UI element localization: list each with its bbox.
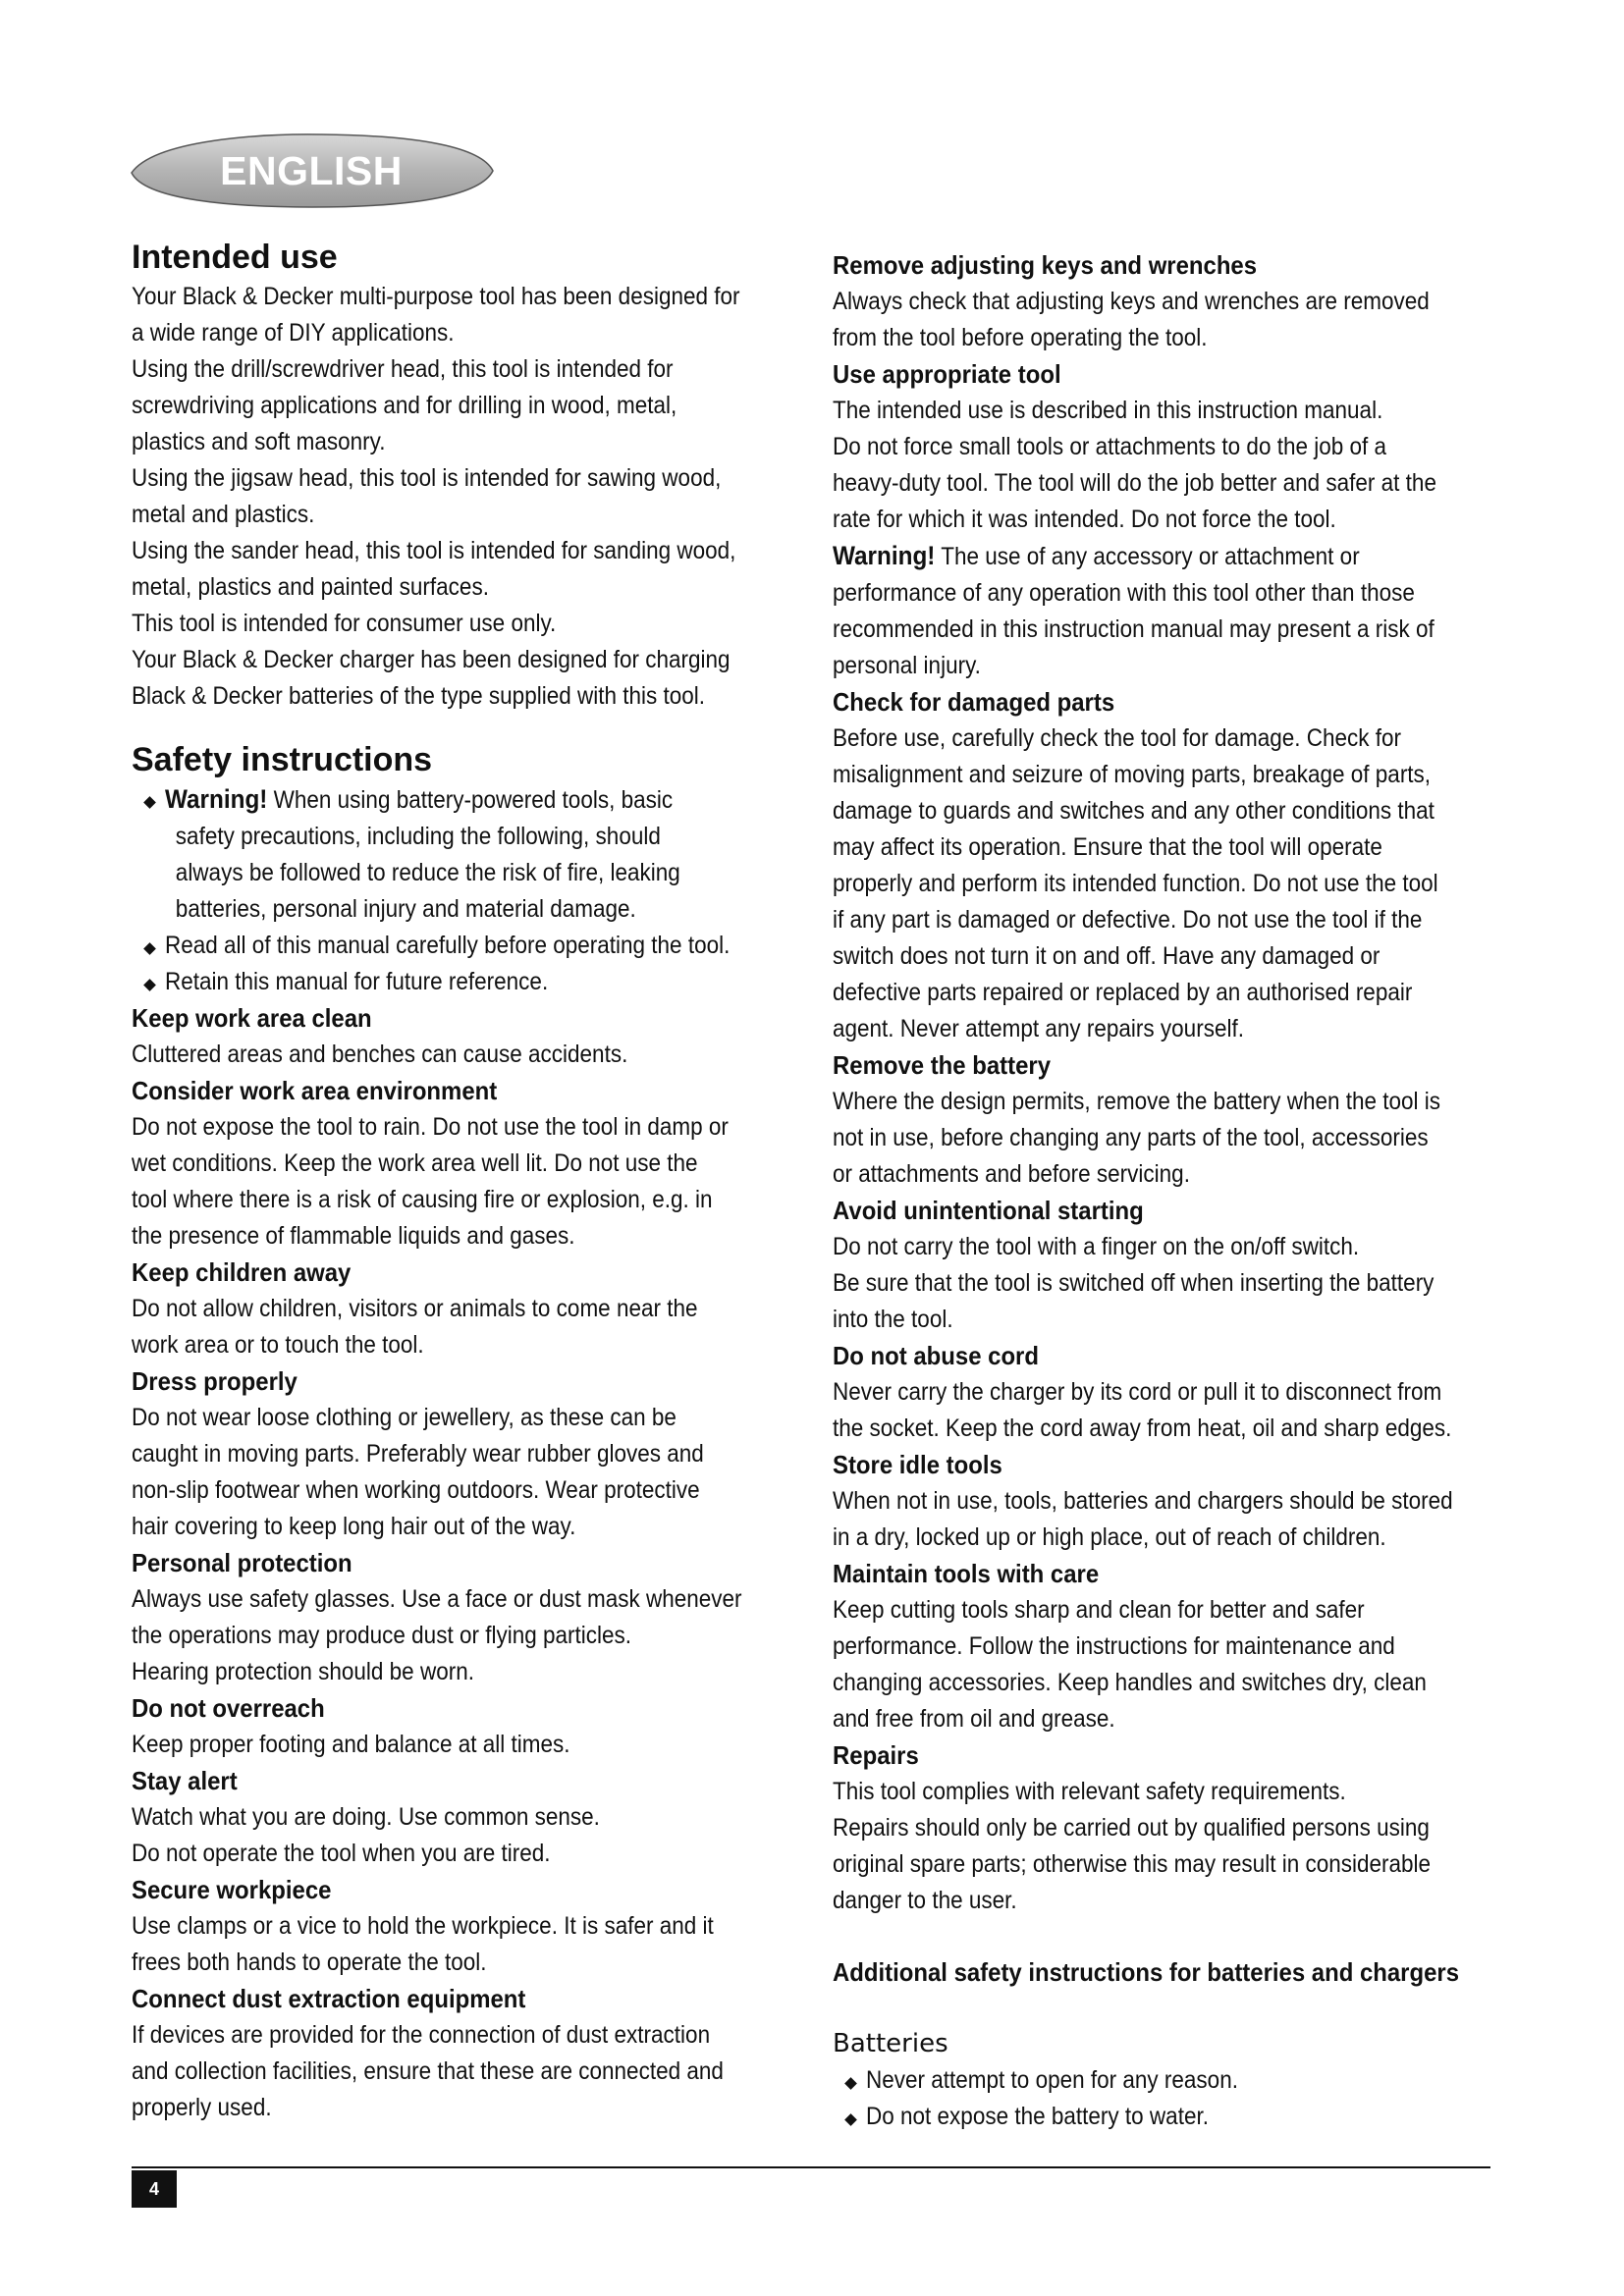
body-line: When not in use, tools, batteries and chargers should be stored (833, 1487, 1453, 1515)
body-line: Do not carry the tool with a finger on the on/off switch. (833, 1233, 1360, 1260)
section-heading: Stay alert (132, 1766, 238, 1795)
left-sections (132, 1000, 799, 2126)
intended-use-text (132, 279, 799, 715)
body-line: Keep proper footing and balance at all times. (132, 1731, 570, 1758)
body-line: Never carry the charger by its cord or pull it to disconnect from (833, 1378, 1442, 1406)
body-line: and collection facilities, ensure that these are connected and (132, 2057, 724, 2085)
body-line: defective parts repaired or replaced by an authorised repair (833, 979, 1413, 1006)
warning-label: Warning! (833, 541, 936, 570)
warning-line: performance of any operation with this tool other than those (833, 579, 1415, 607)
bullet-diamond-icon (844, 2077, 857, 2090)
section-body (132, 1400, 799, 1545)
body-line: Always use safety glasses. Use a face or dust mask whenever (132, 1585, 742, 1613)
page-number: 4 (132, 2170, 177, 2208)
section-body (132, 1109, 799, 1255)
section-body (833, 1374, 1500, 1447)
warning-line: recommended in this instruction manual may present a risk of (833, 615, 1435, 643)
bullet-text: Never attempt to open for any reason. (866, 2066, 1238, 2094)
section-heading: Consider work area environment (132, 1076, 498, 1105)
body-line: Using the sander head, this tool is intended for sanding wood, (132, 537, 736, 564)
safety-bullet-warning (132, 781, 799, 928)
body-line: Do not wear loose clothing or jewellery, as these can be (132, 1404, 677, 1431)
body-line: Using the drill/screwdriver head, this tool is intended for (132, 355, 674, 383)
body-line: misalignment and seizure of moving parts, breakage of parts, (833, 761, 1432, 788)
section-heading: Dress properly (132, 1366, 298, 1396)
body-line: metal, plastics and painted surfaces. (132, 573, 489, 601)
warning-first-line: When using battery-powered tools, basic (273, 786, 674, 814)
warning-label: Warning! (165, 784, 268, 814)
body-line: Black & Decker batteries of the type supplied with this tool. (132, 682, 706, 710)
section-heading: Check for damaged parts (833, 687, 1115, 717)
body-line: damage to guards and switches and any other conditions that (833, 797, 1435, 825)
body-line: non-slip footwear when working outdoors. Wear protective (132, 1476, 700, 1504)
section-heading: Keep children away (132, 1257, 352, 1287)
body-line: danger to the user. (833, 1887, 1017, 1914)
body-line: may affect its operation. Ensure that the tool will operate (833, 833, 1382, 861)
body-line: Do not expose the tool to rain. Do not use the tool in damp or (132, 1113, 729, 1141)
safety-bullet-read-manual (132, 928, 799, 964)
body-line: wet conditions. Keep the work area well lit. Do not use the (132, 1149, 698, 1177)
intended-use-title: Intended use (132, 239, 338, 276)
batteries-subheading: Batteries (833, 2029, 948, 2058)
body-line: This tool complies with relevant safety requirements. (833, 1778, 1346, 1805)
section-body (132, 1037, 799, 1073)
body-line: work area or to touch the tool. (132, 1331, 424, 1359)
section-body (833, 1229, 1500, 1338)
bullet-diamond-icon (143, 796, 156, 809)
body-line: into the tool. (833, 1306, 953, 1333)
body-line: and free from oil and grease. (833, 1705, 1115, 1733)
section-heading: Store idle tools (833, 1450, 1002, 1479)
body-line: not in use, before changing any parts of the tool, accessories (833, 1124, 1429, 1151)
section-body (833, 393, 1500, 538)
body-line: switch does not turn it on and off. Have any damaged or (833, 942, 1380, 970)
body-line: if any part is damaged or defective. Do not use the tool if the (833, 906, 1423, 934)
body-line: changing accessories. Keep handles and switches dry, clean (833, 1669, 1427, 1696)
body-line: Using the jigsaw head, this tool is intended for sawing wood, (132, 464, 722, 492)
body-line: from the tool before operating the tool. (833, 324, 1208, 351)
body-line: Do not operate the tool when you are tired. (132, 1840, 551, 1867)
body-line: tool where there is a risk of causing fire or explosion, e.g. in (132, 1186, 713, 1213)
body-line: original spare parts; otherwise this may result in considerable (833, 1850, 1432, 1878)
body-line: Repairs should only be carried out by qualified persons using (833, 1814, 1430, 1842)
battery-bullet (833, 2099, 1500, 2135)
bullet-text: Retain this manual for future reference. (165, 968, 549, 995)
body-line: This tool is intended for consumer use only. (132, 610, 557, 637)
body-line: Your Black & Decker charger has been designed for charging (132, 646, 731, 673)
body-line: a wide range of DIY applications. (132, 319, 455, 347)
body-line: Hearing protection should be worn. (132, 1658, 474, 1685)
language-badge (126, 132, 497, 210)
body-line: plastics and soft masonry. (132, 428, 386, 455)
section-heading: Remove adjusting keys and wrenches (833, 250, 1258, 280)
bullet-diamond-icon (844, 2113, 857, 2126)
warning-first-line: The use of any accessory or attachment or (941, 543, 1360, 570)
body-line: or attachments and before servicing. (833, 1160, 1190, 1188)
body-line: Do not allow children, visitors or animals to come near the (132, 1295, 698, 1322)
section-body (833, 1084, 1500, 1193)
section-heading: Connect dust extraction equipment (132, 1984, 526, 2013)
battery-bullet (833, 2062, 1500, 2099)
section-body (833, 284, 1500, 356)
section-heading: Use appropriate tool (833, 359, 1061, 389)
left-column (132, 236, 799, 2126)
bullet-text: Read all of this manual carefully before operating the tool. (165, 932, 731, 959)
body-line: in a dry, locked up or high place, out of reach of children. (833, 1523, 1386, 1551)
additional-safety-heading: Additional safety instructions for batteries and chargers (833, 1957, 1460, 1987)
body-line: the presence of flammable liquids and gases. (132, 1222, 575, 1250)
bullet-text: Do not expose the battery to water. (866, 2103, 1209, 2130)
body-line: properly and perform its intended function. Do not use the tool (833, 870, 1438, 897)
section-body (132, 2017, 799, 2126)
right-sections-bottom (833, 684, 1500, 1919)
section-heading: Personal protection (132, 1548, 352, 1577)
body-line: the operations may produce dust or flying particles. (132, 1622, 632, 1649)
language-label: ENGLISH (220, 147, 403, 193)
body-line: hair covering to keep long hair out of the way. (132, 1513, 576, 1540)
body-line: caught in moving parts. Preferably wear rubber gloves and (132, 1440, 704, 1468)
section-heading: Remove the battery (833, 1050, 1052, 1080)
warning-line: batteries, personal injury and material damage. (175, 895, 636, 923)
body-line: frees both hands to operate the tool. (132, 1949, 487, 1976)
body-line: Before use, carefully check the tool for damage. Check for (833, 724, 1402, 752)
section-heading: Repairs (833, 1740, 919, 1770)
body-line: agent. Never attempt any repairs yourself. (833, 1015, 1244, 1042)
bullet-diamond-icon (143, 979, 156, 991)
bullet-diamond-icon (143, 942, 156, 955)
safety-bullet-retain-manual (132, 964, 799, 1000)
section-body (833, 1774, 1500, 1919)
section-heading: Avoid unintentional starting (833, 1196, 1144, 1225)
warning-line: safety precautions, including the following, should (175, 823, 661, 850)
right-sections-top (833, 247, 1500, 538)
warning-line: always be followed to reduce the risk of fire, leaking (175, 859, 680, 886)
section-heading: Do not abuse cord (833, 1341, 1039, 1370)
footer-rule (132, 2166, 1490, 2168)
body-line: Your Black & Decker multi-purpose tool has been designed for (132, 283, 740, 310)
body-line: Where the design permits, remove the battery when the tool is (833, 1088, 1441, 1115)
section-body (132, 1799, 799, 1872)
body-line: Do not force small tools or attachments to do the job of a (833, 433, 1387, 460)
section-heading: Keep work area clean (132, 1003, 372, 1033)
safety-bullets (132, 781, 799, 1000)
body-line: metal and plastics. (132, 501, 315, 528)
body-line: Be sure that the tool is switched off when inserting the battery (833, 1269, 1435, 1297)
body-line: the socket. Keep the cord away from heat, oil and sharp edges. (833, 1415, 1452, 1442)
body-line: properly used. (132, 2094, 272, 2121)
section-body (132, 1581, 799, 1690)
right-column (833, 247, 1500, 2135)
body-line: The intended use is described in this instruction manual. (833, 397, 1383, 424)
body-line: Watch what you are doing. Use common sense. (132, 1803, 600, 1831)
body-line: If devices are provided for the connection of dust extraction (132, 2021, 711, 2049)
warning-line: personal injury. (833, 652, 981, 679)
section-heading: Maintain tools with care (833, 1559, 1100, 1588)
body-line: screwdriving applications and for drilling in wood, metal, (132, 392, 677, 419)
body-line: Use clamps or a vice to hold the workpiece. It is safer and it (132, 1912, 714, 1940)
section-body (132, 1291, 799, 1363)
right-warning-paragraph (833, 538, 1500, 684)
section-heading: Secure workpiece (132, 1875, 332, 1904)
body-line: Keep cutting tools sharp and clean for better and safer (833, 1596, 1365, 1624)
body-line: rate for which it was intended. Do not force the tool. (833, 506, 1336, 533)
body-line: heavy-duty tool. The tool will do the job better and safer at the (833, 469, 1436, 497)
body-line: Always check that adjusting keys and wrenches are removed (833, 288, 1430, 315)
section-body (833, 1592, 1500, 1737)
section-body (132, 1908, 799, 1981)
body-line: Cluttered areas and benches can cause accidents. (132, 1041, 628, 1068)
batteries-bullets (833, 2062, 1500, 2135)
safety-instructions-title: Safety instructions (132, 741, 433, 778)
section-body (833, 721, 1500, 1047)
section-body (132, 1727, 799, 1763)
section-body (833, 1483, 1500, 1556)
body-line: performance. Follow the instructions for maintenance and (833, 1632, 1395, 1660)
section-heading: Do not overreach (132, 1693, 325, 1723)
